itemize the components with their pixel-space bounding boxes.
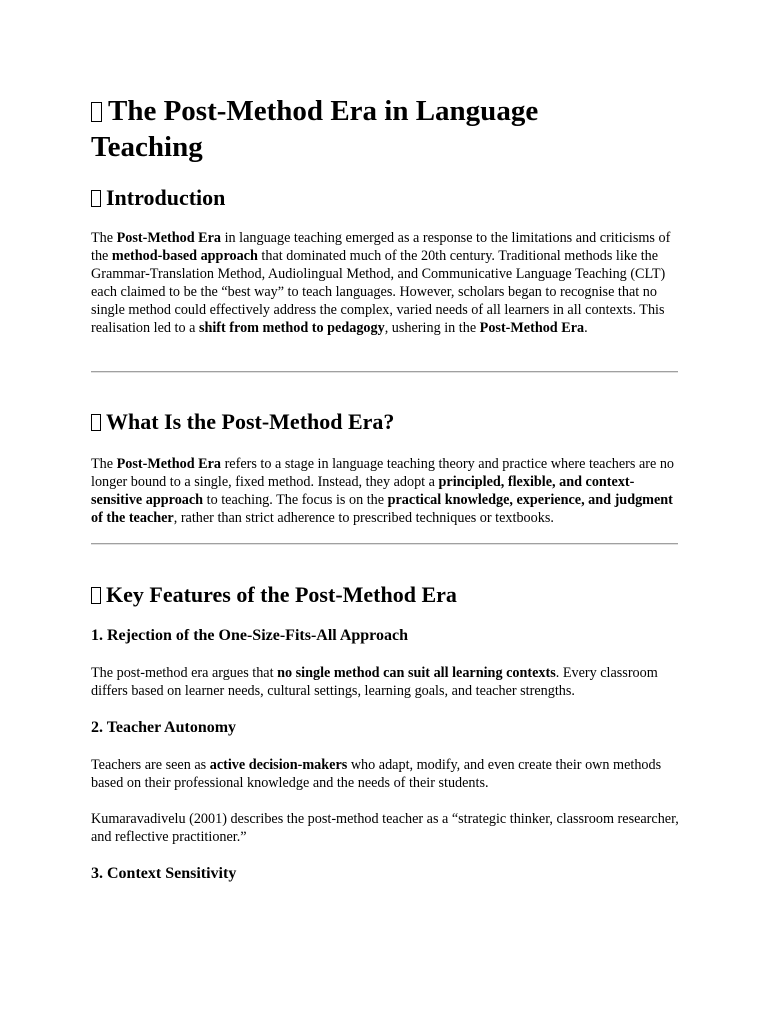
section-divider: [91, 371, 678, 373]
feature-heading-3: 3. Context Sensitivity: [91, 865, 237, 882]
page-title: The Post-Method Era in Language Teaching: [91, 95, 539, 163]
emoji-placeholder-icon: [91, 414, 101, 431]
what-is-paragraph: The Post-Method Era refers to a stage in language teaching theory and practice where teachers are no longer bound to a single, fixed method. Instead, they adopt a principled, flexible, and context-sensitive approach to teaching. The focus is on the practical knowledge, experience, and judgment of the teacher, rather than strict adherence to prescribed techniques or textbooks.: [91, 456, 675, 526]
introduction-paragraph: The Post-Method Era in language teaching emerged as a response to the limitations and criticisms of the method-based approach that dominated much of the 20th century. Traditional methods like the Grammar-Translation Method, Audiolingual Method, and Communicative Language Teaching (CLT) each claimed to be the “best way” to teach languages. However, scholars began to recognise that no single method could effectively address the complex, varied needs of all learners in all contexts. This realisation led to a shift from method to pedagogy, ushering in the Post-Method Era.: [91, 230, 671, 336]
emoji-placeholder-icon: [91, 190, 101, 207]
feature-2-paragraph: Teachers are seen as active decision-makers who adapt, modify, and even create their own methods based on their professional knowledge and the needs of their students.: [91, 757, 662, 791]
emoji-placeholder-icon: [91, 102, 102, 122]
feature-heading-2: 2. Teacher Autonomy: [91, 719, 237, 736]
section-heading-key-features: Key Features of the Post-Method Era: [91, 582, 457, 608]
kumaravadivelu-quote-paragraph: Kumaravadivelu (2001) describes the post-method teacher as a “strategic thinker, classroom researcher, and reflective practitioner.”: [91, 811, 679, 845]
section-divider: [91, 543, 678, 545]
emoji-placeholder-icon: [91, 587, 101, 604]
section-heading-what-is: What Is the Post-Method Era?: [91, 409, 394, 435]
section-heading-introduction: Introduction: [91, 185, 225, 211]
feature-heading-1: 1. Rejection of the One-Size-Fits-All Approach: [91, 627, 408, 644]
feature-1-paragraph: The post-method era argues that no single method can suit all learning contexts. Every classroom differs based on learner needs, cultural settings, learning goals, and teacher strengths.: [91, 665, 658, 699]
